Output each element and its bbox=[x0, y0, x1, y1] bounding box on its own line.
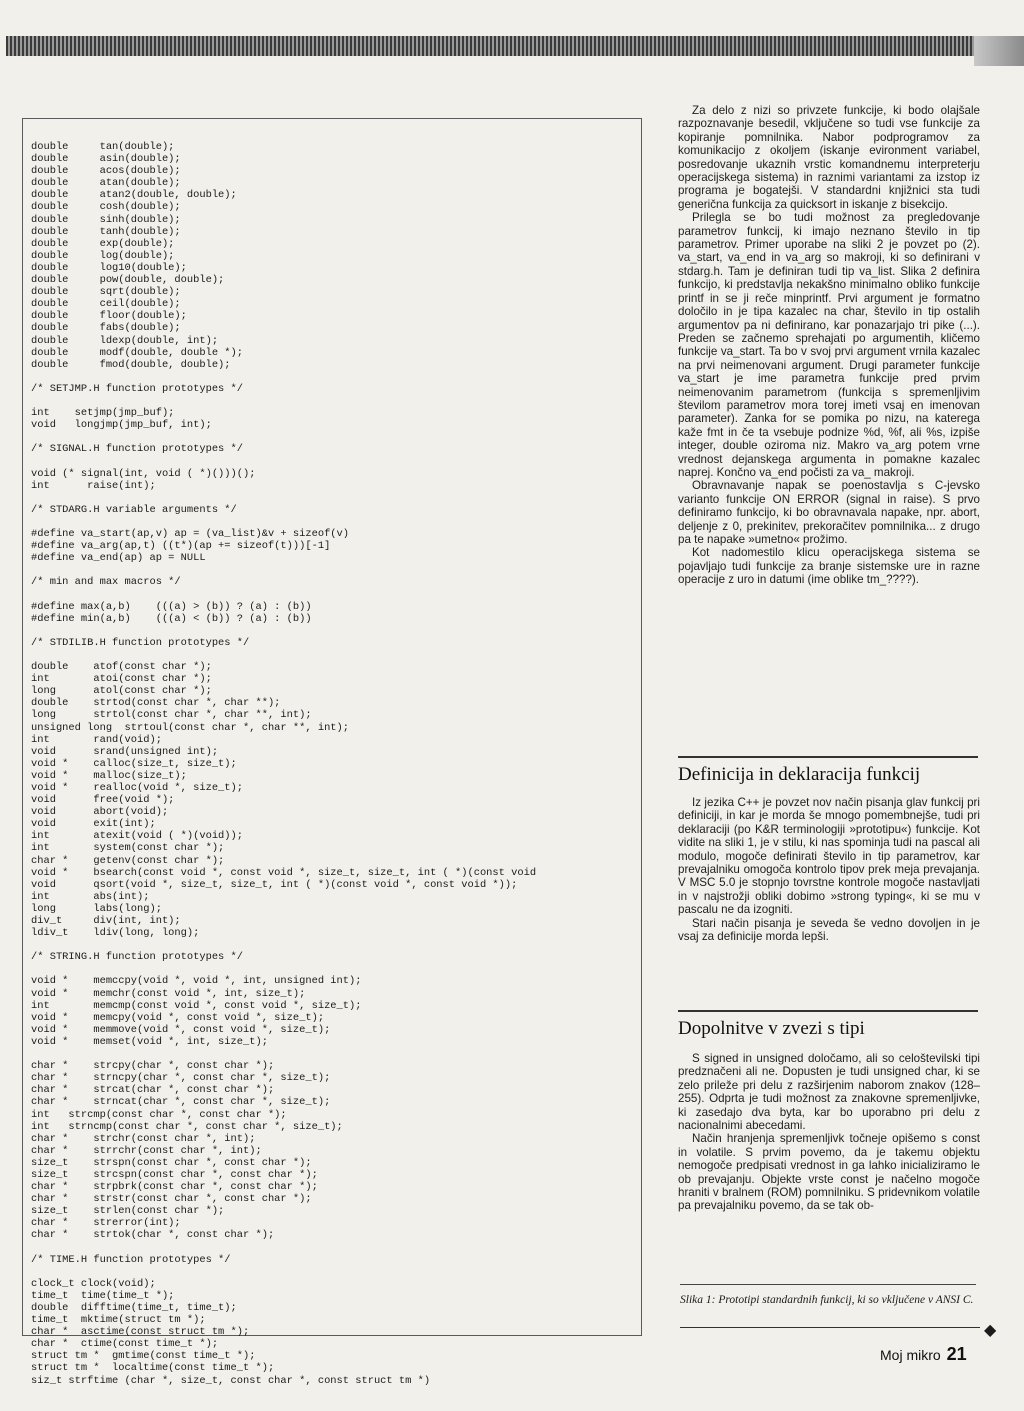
paragraph: S signed in unsigned določamo, ali so celoštevilski tipi predznačeni ali ne. Dopusten je tudi unsigned char, ki se zelo prileže pri delu z razširjenim naborom znakov (128–255). Odprta je tudi možnost za znakovne spremenljivke, ki zasedajo dva byta, kar bo uporabno pri delu z nacionalnimi abecedami. bbox=[678, 1052, 980, 1133]
section-definicija-text bbox=[678, 796, 980, 943]
paragraph: Stari način pisanja je seveda še vedno dovoljen in je vsaj za definicije morda lepši. bbox=[678, 916, 980, 944]
intro-text bbox=[678, 104, 980, 587]
paragraph: Kot nadomestilo klicu operacijskega sistema se pojavljajo tudi funkcije za branje sistemske ure in razne operacije z uro in datumi (ime oblike tm_????). bbox=[678, 546, 980, 587]
figure-caption: Slika 1: Prototipi standardnih funkcij, ki so vključene v ANSI C. bbox=[680, 1284, 976, 1307]
header-bar-edge bbox=[974, 36, 1024, 66]
section-heading-dopolnitve: Dopolnitve v zvezi s tipi bbox=[678, 1010, 978, 1040]
section-dopolnitve-text bbox=[678, 1052, 980, 1213]
paragraph: Za delo z nizi so privzete funkcije, ki bodo olajšale razpoznavanje besedil, vključene so tudi vse funkcije za kopiranje pomnilnika. Nabor podprogramov za komunikacijo z okoljem (iskanje evironment variabel, posredovanje ukaznih vrstic komandnemu interpreterju operacijskega sistema) in raznimi variantami za izstop iz programa je bogatejši. V standardni knjižnici sta tudi generična funkcija za quicksort in iskanje z bisekcijo. bbox=[678, 104, 980, 211]
code-listing: double tan(double); double asin(double); double acos(double); double atan(double); double atan2(double, double); double cosh(double); double sinh(double); double tanh(double); double exp(double); double log(double); double log10(double); double pow(double, double); double sqrt(double); double ceil(double); double floor(double); double fabs(double); double ldexp(double, int); double modf(double, double *); double fmod(double, double); /* SETJMP.H function prototypes */ int setjmp(jmp_buf); void longjmp(jmp_buf, int); /* SIGNAL.H function prototypes */ void (* signal(int, void ( *)()))(); int raise(int); /* STDARG.H variable arguments */ #define va_start(ap,v) ap = (va_list)&v + sizeof(v) #define va_arg(ap,t) ((t*)(ap += sizeof(t)))[-1] #define va_end(ap) ap = NULL /* min and max macros */ #define max(a,b) (((a) > (b)) ? (a) : (b)) #define min(a,b) (((a) < (b)) ? (a) : (b)) /* STDILIB.H function prototypes */ double atof(const char *); int atoi(const char *); long atol(const char *); double strtod(const char *, char **); long strtol(const char *, char **, int); unsigned long strtoul(const char *, char **, int); int rand(void); void srand(unsigned int); void * calloc(size_t, size_t); void * malloc(size_t); void * realloc(void *, size_t); void free(void *); void abort(void); void exit(int); int atexit(void ( *)(void)); int system(const char *); char * getenv(const char *); void * bsearch(const void *, const void *, size_t, size_t, int ( *)(const void void qsort(void *, size_t, size_t, int ( *)(const void *, const void *)); int abs(int); long labs(long); div_t div(int, int); ldiv_t ldiv(long, long); /* STRING.H function prototypes */ void * memccpy(void *, void *, int, unsigned int); void * memchr(const void *, int, size_t); int memcmp(const void *, const void *, size_t); void * memcpy(void *, const void *, size_t); void * memmove(void *, const void *, size_t); void * memset(void *, int, size_t); char * strcpy(char *, const char *); char * strncpy(char *, const char *, size_t); char * strcat(char *, const char *); char * strncat(char *, const char *, size_t); int strcmp(const char *, const char *); int strncmp(const char *, const char *, size_t); char * strchr(const char *, int); char * strrchr(const char *, int); size_t strspn(const char *, const char *); size_t strcspn(const char *, const char *); char * strpbrk(const char *, const char *); char * strstr(const char *, const char *); size_t strlen(const char *); char * strerror(int); char * strtok(char *, const char *); /* TIME.H function prototypes */ clock_t clock(void); time_t time(time_t *); double difftime(time_t, time_t); time_t mktime(struct tm *); char * asctime(const struct tm *); char * ctime(const time_t *); struct tm * gmtime(const time_t *); struct tm * localtime(const time_t *); siz_t strftime (char *, size_t, const char *, const struct tm *) bbox=[31, 141, 537, 1387]
footer-rule bbox=[680, 1327, 980, 1328]
section-heading-definicija: Definicija in deklaracija funkcij bbox=[678, 756, 978, 786]
magazine-name: Moj mikro bbox=[880, 1347, 941, 1363]
continue-arrow-icon: ◆ bbox=[984, 1322, 997, 1339]
header-bar bbox=[6, 36, 974, 56]
paragraph: Prilegla se bo tudi možnost za pregledovanje parametrov funkcij, ki imajo neznano število in tip parametrov. Primer uporabe na sliki 2 je povzet po (2). va_start, va_end in va_arg so makroji, ki so definirani v stdarg.h. Tam je definiran tudi tip va_list. Slika 2 definira funkcijo, ki predstavlja nekakšno minimalno obliko funkcije printf in se ji reče minprintf. Prvi argument je formatno določilo in je tipa kazalec na char, število in tip ostalih argumentov pa ni definirano, kar ponazarjajo tri pike (...). Preden se začnemo sprehajati po argumentih, kličemo funkcije va_start. Ta bo v svoj prvi argument vrnila kazalec na prvi neimenovani argument. Drugi parameter funkcije va_start je ime parametra funkcije pred prvim neimenovanim parametrom (funkcija s spremenljivim številom parametrov mora torej imeti vsaj en imenovan parameter). Zanka for se pomika po nizu, na katerega kaže fmt in če ta vsebuje podnize %d, %f, ali %s, izpiše integer, double oziroma niz. Makro va_arg potem vrne vrednost dejanskega argumenta in pomakne kazalec naprej. Končno va_end počisti za va_ makroji. bbox=[678, 211, 980, 479]
page-footer bbox=[880, 1344, 967, 1365]
paragraph: Iz jezika C++ je povzet nov način pisanja glav funkcij pri definiciji, in kar je morda še mnogo pomembnejše, tudi pri deklaraciji (po K&R terminologiji »prototipu«) funkcije. Kot vidite na sliki 1, je v stilu, ki nas spominja tudi na pascal ali modulo, mogoče definirati število in tip parametrov, kar prevajalniku omogoča kontrolo tipov prek meja prevajanja. V MSC 5.0 je stopnjo tovrstne kontrole mogoče nastavljati in v najstrožji obliki dobimo »strong typing«, ki se mu v pascalu ne da izogniti. bbox=[678, 796, 980, 917]
page-number: 21 bbox=[946, 1344, 967, 1364]
paragraph: Način hranjenja spremenljivk točneje opišemo s const in volatile. S prvim povemo, da je takemu objektu nemogoče predpisati vrednost in ga lahko inicializiramo le ob prevajanju. Objekte vrste const je načelno mogoče hraniti v bralnem (ROM) pomnilniku. S pridevnikom volatile pa prevajalniku povemo, da se tak ob- bbox=[678, 1132, 980, 1213]
paragraph: Obravnavanje napak se poenostavlja s C-jevsko varianto funkcije ON ERROR (signal in raise). S prvo definiramo funkcijo, ki bo obravnavala napake, npr. abort, deljenje z 0, prekinitev, prekoračitev pomnilnika... z drugo pa te napake »umetno« prožimo. bbox=[678, 479, 980, 546]
code-listing-box bbox=[22, 118, 642, 1387]
